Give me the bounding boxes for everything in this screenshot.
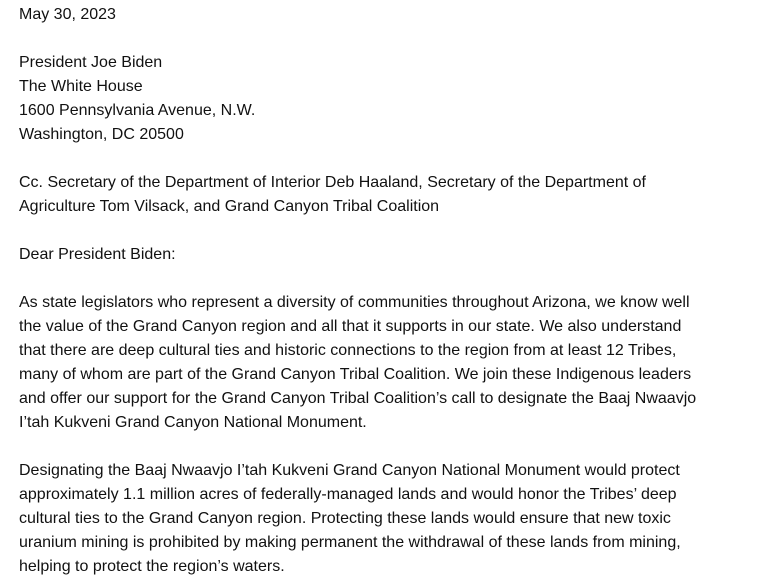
- salutation: Dear President Biden:: [19, 246, 176, 263]
- paragraph-line: I’tah Kukveni Grand Canyon National Monument.: [19, 414, 367, 431]
- paragraph-line: and offer our support for the Grand Canyon Tribal Coalition’s call to designate the Baaj Nwaavjo: [19, 390, 697, 407]
- paragraph-line: many of whom are part of the Grand Canyon Tribal Coalition. We join these Indigenous leaders: [19, 366, 692, 383]
- paragraph-1: [19, 291, 770, 435]
- paragraph-line: uranium mining is prohibited by making permanent the withdrawal of these lands from mining,: [19, 534, 681, 551]
- cc-line: [19, 171, 770, 219]
- recipient-name: President Joe Biden: [19, 54, 163, 71]
- paragraph-2: [19, 459, 770, 579]
- paragraph-line: Designating the Baaj Nwaavjo I’tah Kukveni Grand Canyon National Monument would protect: [19, 462, 680, 479]
- cc-text-line: Cc. Secretary of the Department of Interior Deb Haaland, Secretary of the Department of: [19, 174, 646, 191]
- spacer: [19, 435, 770, 459]
- recipient-organization: The White House: [19, 78, 143, 95]
- paragraph-line: As state legislators who represent a diversity of communities throughout Arizona, we know well: [19, 294, 690, 311]
- paragraph-line: the value of the Grand Canyon region and all that it supports in our state. We also understand: [19, 318, 682, 335]
- cc-text-line: Agriculture Tom Vilsack, and Grand Canyon Tribal Coalition: [19, 198, 440, 215]
- letter-date: May 30, 2023: [19, 6, 116, 23]
- paragraph-line: approximately 1.1 million acres of federally-managed lands and would honor the Tribes’ deep: [19, 486, 677, 503]
- recipient-city: Washington, DC 20500: [19, 126, 184, 143]
- paragraph-line: helping to protect the region’s waters.: [19, 558, 285, 575]
- spacer: [19, 27, 770, 51]
- spacer: [19, 219, 770, 243]
- spacer: [19, 267, 770, 291]
- paragraph-line: that there are deep cultural ties and historic connections to the region from at least 12 Tribes,: [19, 342, 677, 359]
- spacer: [19, 147, 770, 171]
- paragraph-line: cultural ties to the Grand Canyon region. Protecting these lands would ensure that new toxic: [19, 510, 671, 527]
- recipient-street: 1600 Pennsylvania Avenue, N.W.: [19, 102, 256, 119]
- recipient-address: [19, 51, 770, 147]
